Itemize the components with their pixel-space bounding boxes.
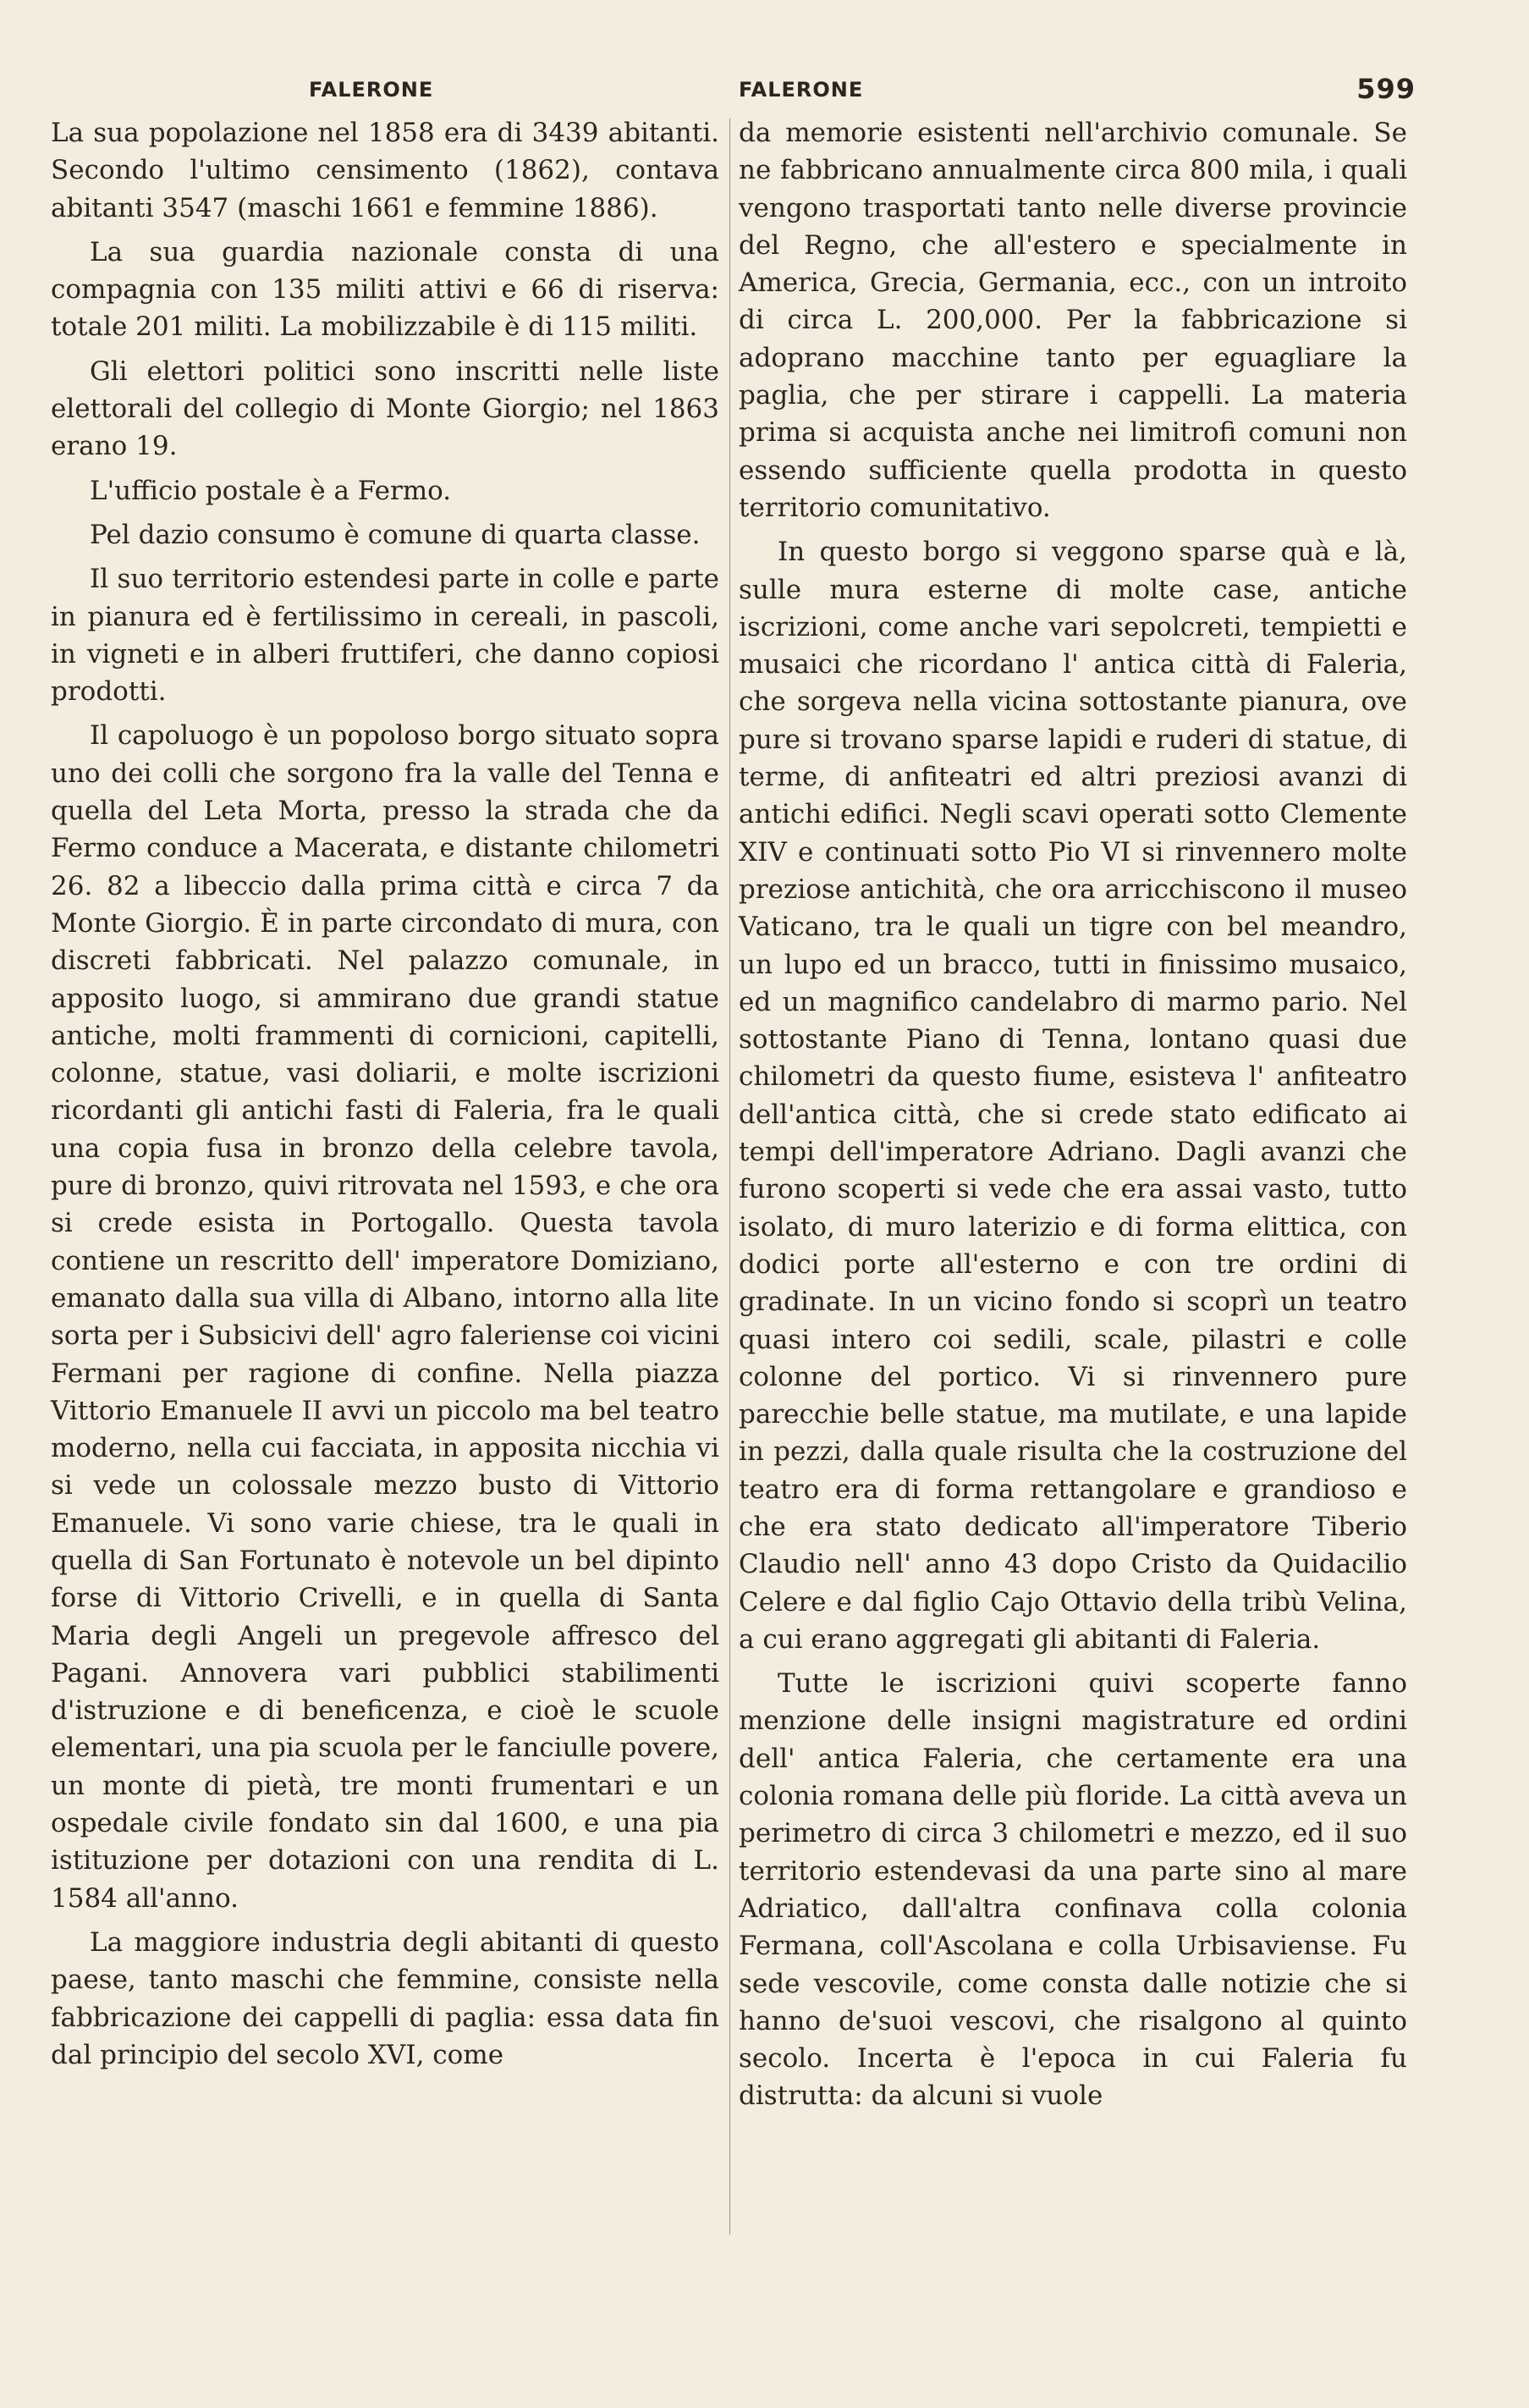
left-header	[51, 0, 719, 102]
column-divider	[729, 118, 730, 2234]
running-head-right: FALERONE	[739, 78, 864, 102]
right-header	[739, 0, 1416, 105]
right-paragraph: Tutte le iscrizioni quivi scoperte fanno menzione delle insigni magistrature ed ordini dell' antica Faleria, che certamente era una colonia romana delle più floride. La città aveva un perimetro di circa 3 chilometri e mezzo, ed il suo territorio estendevasi da una parte sino al mare Adriatico, dall'altra confinava colla colonia Fermana, coll'Ascolana e colla Urbisaviense. Fu sede vescovile, come consta dalle notizie che si hanno de'suoi vescovi, che risalgono al quinto secolo. Incerta è l'epoca in cui Faleria fu distrutta: da alcuni si vuole	[739, 1668, 1407, 2112]
right-body	[739, 114, 1407, 2122]
left-paragraph: La maggiore industria degli abitanti di questo paese, tanto maschi che femmine, consiste nella fabbricazione dei cappelli di paglia: essa data fin dal principio del secolo XVI, come	[51, 1926, 719, 2070]
right-paragraph: In questo borgo si veggono sparse quà e là, sulle mura esterne di molte case, antiche iscrizioni, come anche vari sepolcreti, tempietti e musaici che ricordano l' antica città di Faleria, che sorgeva nella vicina sottostante pianura, ove pure si trovano sparse lapidi e ruderi di statue, di terme, di anfiteatri ed altri preziosi avanzi di antichi edifici. Negli scavi operati sotto Clemente XIV e continuati sotto Pio VI si rinvennero molte preziose antichità, che ora arricchiscono il museo Vaticano, tra le quali un tigre con bel meandro, un lupo ed un bracco, tutti in finissimo musaico, ed un magnifico candelabro di marmo pario. Nel sottostante Piano di Tenna, lontano quasi due chilometri da questo fiume, esisteva l' anfiteatro dell'antica città, che si crede stato edificato ai tempi dell'imperatore Adriano. Dagli avanzi che furono scoperti si vede che era assai vasto, tutto isolato, di muro laterizio e di forma elittica, con dodici porte all'esterno e con tre ordini di gradinate. In un vicino fondo si scoprì un teatro quasi intero coi sedili, scale, pilastri e colle colonne del portico. Vi si rinvennero pure parecchie belle statue, ma mutilate, e una lapide in pezzi, dalla quale risulta che la costruzione del teatro era di forma rettangolare e grandioso e che era stato dedicato all'imperatore Tiberio Claudio nell' anno 43 dopo Cristo da Quidacilio Celere e dal figlio Cajo Ottavio della tribù Velina, a cui erano aggregati gli abitanti di Faleria.	[739, 537, 1407, 1655]
right-column	[739, 0, 1416, 2112]
left-paragraph: La sua guardia nazionale consta di una compagnia con 135 militi attivi e 66 di riserva: totale 201 militi. La mobilizzabile è di 115 militi.	[51, 236, 719, 343]
page-number: 599	[1356, 73, 1416, 105]
left-paragraph: Il suo territorio estendesi parte in colle e parte in pianura ed è fertilissimo in cereali, in pascoli, in vigneti e in alberi fruttiferi, che danno copiosi prodotti.	[51, 564, 719, 708]
left-paragraph: Pel dazio consumo è comune di quarta classe.	[90, 519, 701, 550]
running-head-left: FALERONE	[309, 78, 434, 102]
left-paragraph: La sua popolazione nel 1858 era di 3439 abitanti. Secondo l'ultimo censimento (1862), contava abitanti 3547 (maschi 1661 e femmine 1886).	[51, 118, 719, 223]
left-column	[51, 0, 719, 2070]
left-paragraph: Gli elettori politici sono inscritti nelle liste elettorali del collegio di Monte Giorgio; nel 1863 erano 19.	[51, 355, 719, 462]
right-paragraph: da memorie esistenti nell'archivio comunale. Se ne fabbricano annualmente circa 800 mila, i quali vengono trasportati tanto nelle diverse provincie del Regno, che all'estero e specialmente in America, Grecia, Germania, ecc., con un introito di circa L. 200,000. Per la fabbricazione si adoprano macchine tanto per eguagliare la paglia, che per stirare i cappelli. La materia prima si acquista anche nei limitrofi comuni non essendo sufficiente quella prodotta in questo territorio comunitativo.	[739, 118, 1407, 523]
left-paragraph: L'ufficio postale è a Fermo.	[90, 475, 452, 506]
left-paragraph: Il capoluogo è un popoloso borgo situato sopra uno dei colli che sorgono fra la valle del Tenna e quella del Leta Morta, presso la strada che da Fermo conduce a Macerata, e distante chilometri 26. 82 a libeccio dalla prima città e circa 7 da Monte Giorgio. È in parte circondato di mura, con discreti fabbricati. Nel palazzo comunale, in apposito luogo, si ammirano due grandi statue antiche, molti frammenti di cornicioni, capitelli, colonne, statue, vasi doliarii, e molte iscrizioni ricordanti gli antichi fasti di Faleria, fra le quali una copia fusa in bronzo della celebre tavola, pure di bronzo, quivi ritrovata nel 1593, e che ora si crede esista in Portogallo. Questa tavola contiene un rescritto dell' imperatore Domiziano, emanato dalla sua villa di Albano, intorno alla lite sorta per i Subsicivi dell' agro faleriense coi vicini Fermani per ragione di confine. Nella piazza Vittorio Emanuele II avvi un piccolo ma bel teatro moderno, nella cui facciata, in apposita nicchia vi si vede un colossale mezzo busto di Vittorio Emanuele. Vi sono varie chiese, tra le quali in quella di San Fortunato è notevole un bel dipinto forse di Vittorio Crivelli, e in quella di Santa Maria degli Angeli un pregevole affresco del Pagani. Annovera vari pubblici stabilimenti d'istruzione e di beneficenza, e cioè le scuole elementari, una pia scuola per le fanciulle povere, un monte di pietà, tre monti frumentari e un ospedale civile fondato sin dal 1600, e una pia istituzione per dotazioni con una rendita di L. 1584 all'anno.	[51, 720, 719, 1914]
left-body	[51, 114, 719, 2080]
